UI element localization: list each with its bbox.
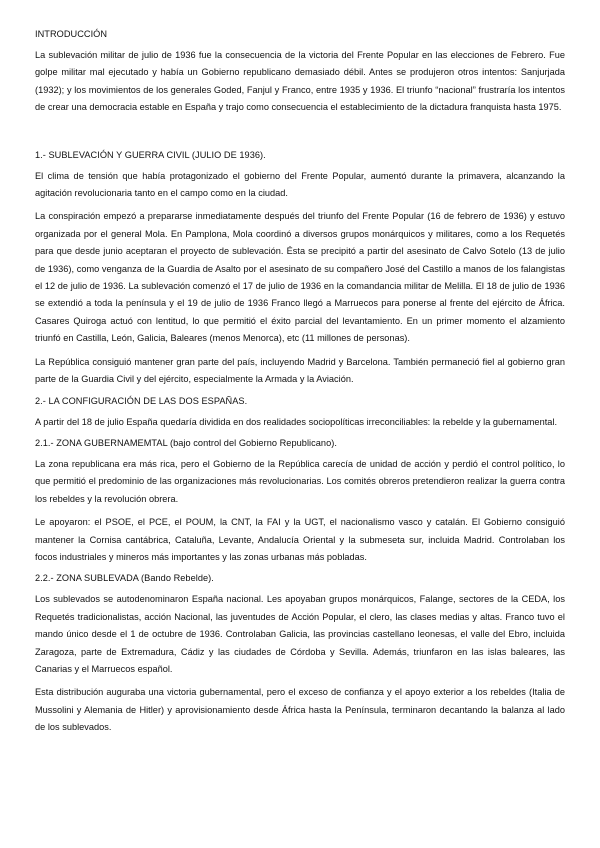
document-page xyxy=(35,28,565,743)
section-2-1-paragraph-1: La zona republicana era más rica, pero el Gobierno de la República carecía de unidad de acción y perdió el control político, lo que permitió el predominio de las organizaciones más revolucionarias. Los comités obreros pretendieron realizar la guerra contra los rebeldes y la revolución obrera. xyxy=(35,458,565,504)
section-2-1-paragraph-2: Le apoyaron: el PSOE, el PCE, el POUM, la CNT, la FAI y la UGT, el nacionalismo vasco y catalán. El Gobierno consiguió mantener la Cornisa cantábrica, Cataluña, Levante, Andalucía Oriental y la submeseta sur, incluida Madrid. Controlaban los focos industriales y mineros más importantes y las zonas urbanas más pobladas. xyxy=(35,517,565,562)
section-1-paragraph-3: La República consiguió mantener gran parte del país, incluyendo Madrid y Barcelona. También permaneció fiel al gobierno gran parte de la Guardia Civil y del ejército, especialmente la Armada y la Aviación. xyxy=(35,356,565,385)
intro-paragraph: La sublevación militar de julio de 1936 fue la consecuencia de la victoria del Frente Popular en las elecciones de Febrero. Fue golpe militar mal ejecutado y había un Gobierno republicano demasiado débil. Antes se produjeron otros intentos: Sanjurjada (1932); y los movimientos de los generales Goded, Fanjul y Franco, entre 1935 y 1936. El triunfo “nacional” frustraría los intentos de crear una democracia estable en España y trajo como consecuencia el establecimiento de la dictadura franquista hasta 1975. xyxy=(35,50,565,113)
section-2-paragraph: A partir del 18 de julio España quedaría dividida en dos realidades sociopolíticas irreconciliables: la rebelde y la gubernamental. xyxy=(35,416,558,427)
section-2-2-heading: 2.2.- ZONA SUBLEVADA (Bando Rebelde). xyxy=(35,573,214,584)
intro-heading: INTRODUCCIÓN xyxy=(35,29,108,39)
section-1-paragraph-1: El clima de tensión que había protagonizado el gobierno del Frente Popular, aumentó durante la primavera, alcanzando la agitación revolucionaria tanto en el campo como en la ciudad. xyxy=(35,170,565,199)
section-2-heading: 2.- LA CONFIGURACIÓN DE LAS DOS ESPAÑAS. xyxy=(35,395,248,406)
section-1-heading: 1.- SUBLEVACIÓN Y GUERRA CIVIL (JULIO DE 1936). xyxy=(35,149,266,160)
section-2-1-heading: 2.1.- ZONA GUBERNAMEMTAL (bajo control del Gobierno Republicano). xyxy=(35,437,337,448)
section-spacer xyxy=(35,123,565,143)
section-1-paragraph-2: La conspiración empezó a prepararse inmediatamente después del triunfo del Frente Popular (16 de febrero de 1936) y estuvo organizada por el general Mola. En Pamplona, Mola coordinó a diversos grupos monárquicos y militares, como a los Requetés para que desde junio aceptaran el proyecto de sublevación. Ésta se precipitó a partir del asesinato de Calvo Sotelo (13 de julio de 1936), como venganza de la Guardia de Asalto por el asesinato de su compañero José del Castillo a manos de los falangistas el 12 de julio de 1936. La sublevación comenzó el 17 de julio de 1936 en la comandancia militar de Melilla. El 18 de julio de 1936 se extendió a toda la península y el 19 de julio de 1936 Franco llegó a Marruecos para ponerse al frente del ejército de África. Casares Quiroga actuó con lentitud, lo que permitió el éxito parcial del levantamiento. En un primer momento el alzamiento triunfó en Castilla, León, Galicia, Baleares (menos Menorca), etc (11 millones de personas). xyxy=(35,211,565,344)
section-2-2-paragraph-1: Los sublevados se autodenominaron España nacional. Les apoyaban grupos monárquicos, Falange, sectores de la CEDA, los Requetés tradicionalistas, acción Nacional, las juventudes de Acción Popular, el clero, las clases medias y altas. Franco tuvo el mando único desde el 1 de octubre de 1936. Controlaban Galicia, las provincias castellano leonesas, el valle del Ebro, incluida Zaragoza, parte de Extremadura, Cádiz y las ciudades de Córdoba y Sevilla. Además, triunfaron en las islas baleares, las Canarias y el Marruecos español. xyxy=(35,594,565,674)
section-2-2-paragraph-2: Esta distribución auguraba una victoria gubernamental, pero el exceso de confianza y el apoyo exterior a los rebeldes (Italia de Mussolini y Alemania de Hitler) y aprovisionamiento desde África hasta la Península, terminaron decantando la balanza al lado de los sublevados. xyxy=(35,687,565,733)
